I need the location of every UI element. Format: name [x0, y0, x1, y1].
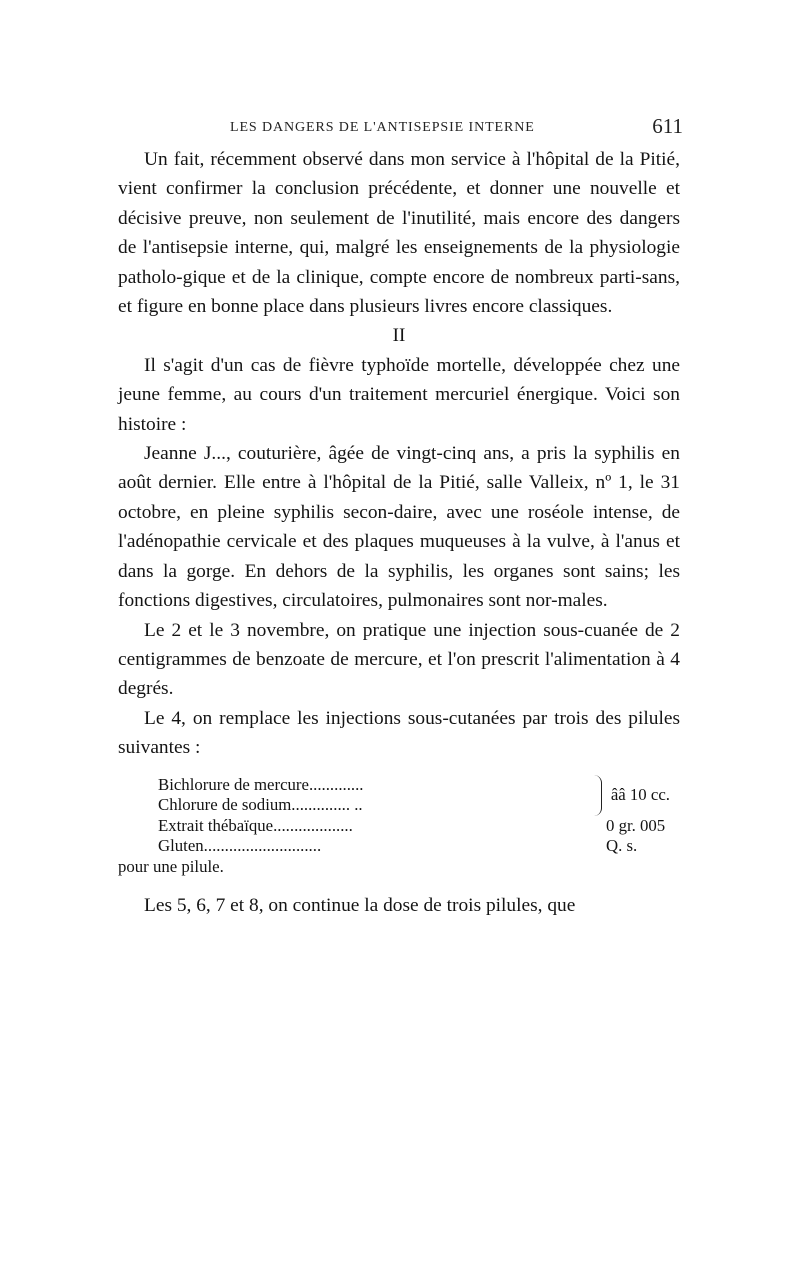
ingredient-name: Bichlorure de mercure............. [158, 774, 364, 794]
section-numeral: II [392, 325, 406, 347]
brace-icon [591, 775, 602, 816]
page-header [118, 114, 683, 142]
body-text [118, 145, 680, 920]
ingredient-name: Chlorure de sodium.............. .. [158, 795, 363, 815]
paragraph-6: Les 5, 6, 7 et 8, on continue la dose de trois pilules, que [144, 895, 576, 917]
ingredient-name: Extrait thébaïque................... [158, 815, 353, 835]
ingredient-quantity: 0 gr. 005 [606, 815, 666, 835]
prescription-row [158, 816, 680, 837]
paragraph-1: Un fait, récemment observé dans mon service à l'hôpital de la Pitié, vient confirmer la conclusion précédente, et donner une nouvelle et décisive preuve, non seulement de l'inutilité, mais encore des dangers de l'antisepsie interne, qui, malgré les enseignements de la physiologie patholo-gique et de la clinique, compte encore de nombreux parti-sans, et figure en bonne place dans plusieurs livres encore classiques. [118, 149, 680, 318]
prescription-footer [118, 857, 680, 878]
paragraph-3: Jeanne J..., couturière, âgée de vingt-cinq ans, a pris la syphilis en août dernier. Elle entre à l'hôpital de la Pitié, salle Valleix, nº 1, le 31 octobre, en pleine syphilis secon-daire, avec une roséole intense, de l'adénopathie cervicale et des plaques muqueuses à la vulve, à l'anus et dans la gorge. En dehors de la syphilis, les organes sont sains; les fonctions digestives, circulatoires, pulmonaires sont nor-males. [118, 443, 680, 612]
ingredient-quantity: Q. s. [606, 836, 638, 856]
ingredient-name: Gluten............................ [158, 836, 322, 856]
paragraph-4: Le 2 et le 3 novembre, on pratique une injection sous-cuanée de 2 centigrammes de benzoate de mercure, et l'on prescrit l'alimentation à 4 degrés. [118, 619, 680, 700]
paragraph-2: Il s'agit d'un cas de fièvre typhoïde mortelle, développée chez une jeune femme, au cours d'un traitement mercuriel énergique. Voici son histoire : [118, 354, 680, 435]
paragraph-5: Le 4, on remplace les injections sous-cutanées par trois des pilules suivantes : [118, 707, 680, 759]
prescription-row [158, 836, 680, 857]
prescription-formula [118, 774, 680, 878]
prescription-group [158, 775, 680, 816]
prescription-footer-text: pour une pilule. [118, 856, 224, 876]
page-number: 611 [652, 114, 683, 138]
running-title: LES DANGERS DE L'ANTISEPSIE INTERNE [230, 120, 535, 135]
ingredient-quantity: ââ 10 cc. [610, 784, 670, 804]
